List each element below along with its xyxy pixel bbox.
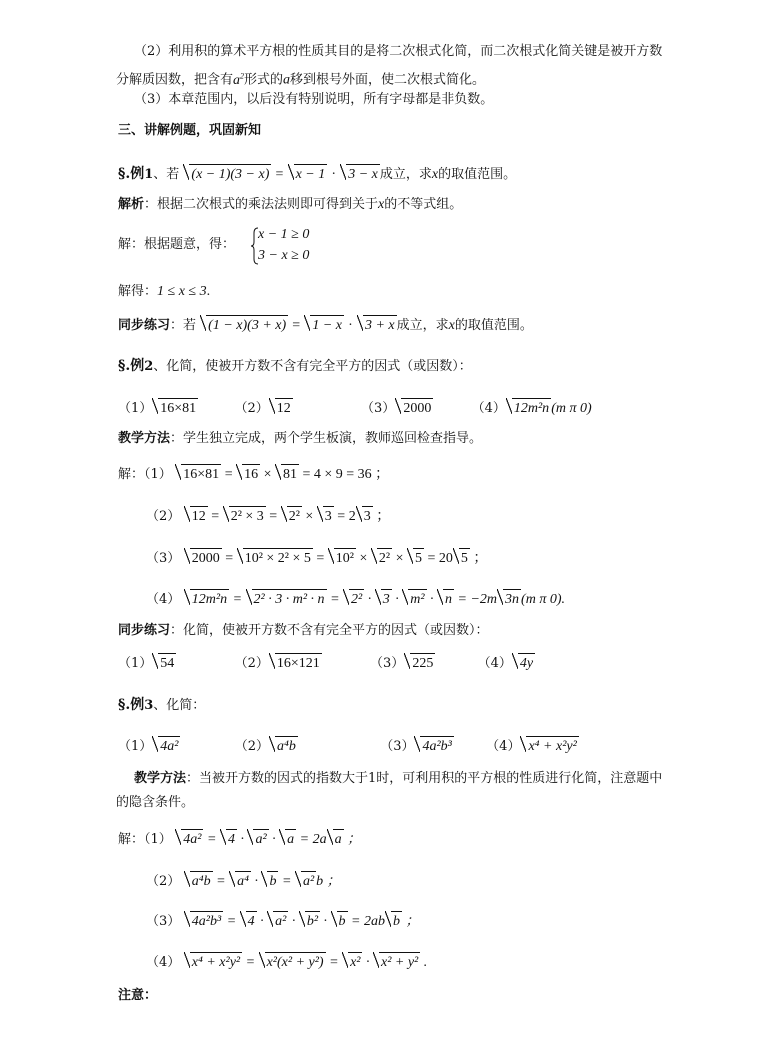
- example-number: 2: [144, 359, 154, 374]
- item-label: （3）: [361, 401, 396, 416]
- radical: 2² × 3: [229, 509, 266, 524]
- practice-1: [118, 315, 533, 335]
- dot: ·: [323, 914, 328, 929]
- punct: ；: [343, 832, 362, 847]
- practice-2-items: [118, 653, 535, 673]
- section-title: 三、讲解例题，巩固新知: [118, 123, 262, 138]
- solution-3-line-3: [146, 911, 420, 931]
- practice-2: [118, 622, 489, 640]
- radical: 12m²n: [512, 401, 551, 416]
- radical: 3n: [503, 592, 521, 607]
- item-label: （3）: [146, 914, 181, 929]
- example-3: [118, 696, 205, 715]
- item-label: （4）: [146, 592, 181, 607]
- paragraph-2-line-2: [116, 67, 485, 90]
- equals: =: [316, 551, 325, 566]
- radical: a²: [273, 914, 288, 929]
- dot: ·: [331, 167, 337, 182]
- condition: (m π 0): [551, 401, 592, 416]
- result: b ；: [316, 874, 341, 889]
- radical: a²: [301, 874, 316, 889]
- radical: 81: [281, 467, 299, 482]
- text: 成立，求: [379, 167, 432, 182]
- radical: 4: [226, 832, 237, 847]
- practice-label: 同步练习: [118, 623, 171, 638]
- equals: =: [275, 167, 284, 182]
- item-label: 解：（1）: [118, 832, 172, 847]
- example-number: 3: [144, 698, 154, 713]
- punct: ；: [372, 509, 391, 524]
- radical: x² + y²: [379, 955, 420, 970]
- solution-2-line-3: [146, 548, 487, 568]
- radical: 12: [190, 509, 208, 524]
- equals: =: [211, 509, 220, 524]
- solution-1-result: [118, 283, 210, 301]
- punct: ；: [402, 914, 420, 929]
- radical: 4y: [518, 656, 535, 671]
- dot: ·: [367, 592, 372, 607]
- teaching-method-2-line-2: 的隐含条件。: [116, 795, 195, 810]
- text: 、若: [153, 167, 180, 182]
- inequality-2: 3 − x ≥ 0: [258, 248, 310, 263]
- item-label: （2）: [234, 401, 269, 416]
- example-2-items: [118, 398, 592, 418]
- item-label: （1）: [118, 739, 153, 754]
- dot: ·: [430, 592, 434, 607]
- equals: =: [206, 832, 217, 847]
- equals: =: [330, 592, 340, 607]
- equals: =: [216, 874, 226, 889]
- text: ：根据二次根式的乘法法则即可得到关于: [144, 197, 379, 212]
- radical: 2²: [349, 592, 364, 607]
- method-label: 教学方法: [134, 771, 187, 786]
- dot: ·: [240, 832, 244, 847]
- paragraph-3: （3）本章范围内，以后没有特别说明，所有字母都是非负数。: [134, 92, 494, 107]
- radical: 2²: [287, 509, 302, 524]
- dot: ·: [254, 874, 258, 889]
- analysis-line: [118, 196, 462, 214]
- radical: 225: [410, 656, 435, 671]
- item-label: （1）: [118, 656, 153, 671]
- equals: =: [225, 551, 234, 566]
- equals: =: [281, 874, 292, 889]
- radical: b²: [305, 914, 320, 929]
- equals: =: [224, 467, 233, 482]
- radical: 10² × 2² × 5: [243, 551, 313, 566]
- item-label: （4）: [471, 401, 506, 416]
- equals: =: [269, 509, 278, 524]
- radical: x⁴ + x²y²: [190, 955, 242, 970]
- text: 、化简：: [153, 698, 206, 713]
- item-label: （2）: [146, 874, 181, 889]
- radical: 5: [459, 551, 470, 566]
- teaching-method-2-line-1: [134, 770, 662, 788]
- equals: =: [329, 955, 339, 970]
- radical: 4a²: [158, 739, 180, 754]
- result-expression: 1 ≤ x ≤ 3: [157, 284, 207, 299]
- solution-2-line-2: [146, 506, 390, 526]
- example-2: [118, 357, 472, 376]
- radical: m²: [408, 592, 426, 607]
- radical: 12: [275, 401, 293, 416]
- operator: ×: [395, 551, 404, 566]
- method-label: 教学方法: [118, 431, 171, 446]
- result: = −2m: [457, 592, 498, 607]
- radical: a⁴: [235, 874, 251, 889]
- analysis-label: 解析: [118, 197, 145, 212]
- practice-label: 同步练习: [118, 318, 171, 333]
- radical: 3 − x: [346, 167, 380, 182]
- radical: 16×81: [181, 467, 221, 482]
- result: = 20: [427, 551, 453, 566]
- text: ：当被开方数的因式的指数大于1时，可利用积的平方根的性质进行化简，注意题中: [186, 771, 663, 786]
- equals: =: [226, 914, 237, 929]
- radical: x²: [348, 955, 362, 970]
- operator: ×: [305, 509, 314, 524]
- var-x: x: [431, 167, 439, 182]
- radical: 16×121: [275, 656, 322, 671]
- solution-2-line-1: [118, 464, 389, 484]
- radical: 4a²b³: [190, 914, 223, 929]
- radical: (1 − x)(3 + x): [206, 318, 288, 333]
- item-label: （4）: [486, 739, 521, 754]
- radical: 3 + x: [363, 318, 397, 333]
- radical: 2²: [377, 551, 392, 566]
- radical: a: [333, 832, 344, 847]
- radical: n: [443, 592, 454, 607]
- solution-2-line-4: [146, 589, 565, 609]
- radical: 16×81: [158, 401, 198, 416]
- item-label: （4）: [477, 656, 512, 671]
- example-1: [118, 164, 516, 184]
- teaching-method-1: [118, 430, 482, 448]
- dot: ·: [365, 955, 370, 970]
- text: 解得：: [118, 284, 158, 299]
- solution-3-line-4: [146, 952, 427, 972]
- radical: 54: [158, 656, 176, 671]
- radical: b: [337, 914, 348, 929]
- radical: a²: [253, 832, 268, 847]
- solution-1-label: 解：根据题意，得：: [118, 237, 236, 252]
- item-label: （3）: [146, 551, 181, 566]
- text: 分解质因数，把含有: [116, 72, 234, 88]
- text: 移到根号外面，使二次根式简化。: [290, 72, 486, 88]
- text: 形式的: [244, 72, 284, 88]
- item-label: （2）: [146, 509, 181, 524]
- radical: 3: [362, 509, 373, 524]
- radical: 2² · 3 · m² · n: [252, 592, 327, 607]
- text: 的不等式组。: [384, 197, 463, 212]
- radical: 2000: [401, 401, 433, 416]
- var-a-squared: $a^2$: [233, 71, 245, 88]
- dot: ·: [260, 914, 264, 929]
- item-label: （2）: [234, 739, 270, 754]
- radical: (x − 1)(3 − x): [189, 167, 271, 182]
- solution-3-line-1: [118, 829, 361, 849]
- item-label: （1）: [118, 401, 153, 416]
- result: = 2: [337, 509, 356, 524]
- result: = 2ab: [351, 914, 385, 929]
- paragraph-2-line-1: （2）利用积的算术平方根的性质其目的是将二次根式化简，而二次根式化简关键是被开方数: [134, 44, 663, 59]
- radical: a: [285, 832, 296, 847]
- dot: ·: [348, 318, 353, 333]
- solution-3-line-2: [146, 871, 341, 891]
- item-label: （2）: [234, 656, 269, 671]
- text: ：化简，使被开方数不含有完全平方的因式（或因数）：: [170, 623, 489, 638]
- dot: ·: [291, 914, 296, 929]
- text: 的取值范围。: [438, 167, 517, 182]
- operator: ×: [263, 467, 272, 482]
- text: .: [206, 284, 211, 299]
- item-label: 解：（1）: [118, 467, 172, 482]
- equals: =: [245, 955, 256, 970]
- text: 成立，求: [396, 318, 449, 333]
- example-label: §.例: [118, 166, 145, 182]
- radical: 2000: [190, 551, 222, 566]
- result: = 2a: [299, 832, 327, 847]
- result: = 4 × 9 = 36 ；: [302, 467, 390, 482]
- example-number: 1: [144, 167, 154, 182]
- radical: b: [391, 914, 402, 929]
- var-a: a: [283, 72, 291, 88]
- radical: 16: [242, 467, 260, 482]
- item-label: （3）: [370, 656, 405, 671]
- radical: 5: [413, 551, 424, 566]
- radical: 4: [246, 914, 257, 929]
- example-label: §.例: [118, 697, 145, 713]
- dot: ·: [272, 832, 276, 847]
- radical: x⁴ + x²y²: [526, 739, 578, 754]
- text: 、化简，使被开方数不含有完全平方的因式（或因数）：: [153, 359, 472, 374]
- radical: a⁴b: [275, 739, 298, 754]
- item-label: （4）: [146, 955, 181, 970]
- note-label: 注意：: [118, 988, 158, 1003]
- text: ：学生独立完成，两个学生板演，教师巡回检查指导。: [170, 431, 483, 446]
- punct: ；: [469, 551, 488, 566]
- dot: ·: [395, 592, 399, 607]
- var-x: x: [448, 318, 455, 333]
- item-label: （3）: [380, 739, 415, 754]
- text: ：若: [170, 318, 197, 333]
- radical: 3: [323, 509, 334, 524]
- radical: 12m²n: [190, 592, 229, 607]
- equals: =: [292, 318, 301, 333]
- example-3-items: [118, 736, 579, 756]
- radical: 1 − x: [310, 318, 344, 333]
- radical: x²(x² + y²): [265, 955, 326, 970]
- radical: 4a²: [181, 832, 203, 847]
- radical: a⁴b: [190, 874, 213, 889]
- radical: b: [267, 874, 278, 889]
- punct: .: [420, 955, 428, 970]
- inequality-1: x − 1 ≥ 0: [258, 227, 310, 242]
- radical: x − 1: [294, 167, 328, 182]
- equals: =: [232, 592, 243, 607]
- var-x: x: [378, 197, 385, 212]
- example-label: §.例: [118, 358, 145, 374]
- operator: ×: [359, 551, 368, 566]
- text: 的取值范围。: [454, 318, 533, 333]
- radical: 4a²b³: [420, 739, 453, 754]
- radical: 3: [381, 592, 392, 607]
- radical: 10²: [334, 551, 356, 566]
- condition: (m π 0).: [521, 592, 565, 607]
